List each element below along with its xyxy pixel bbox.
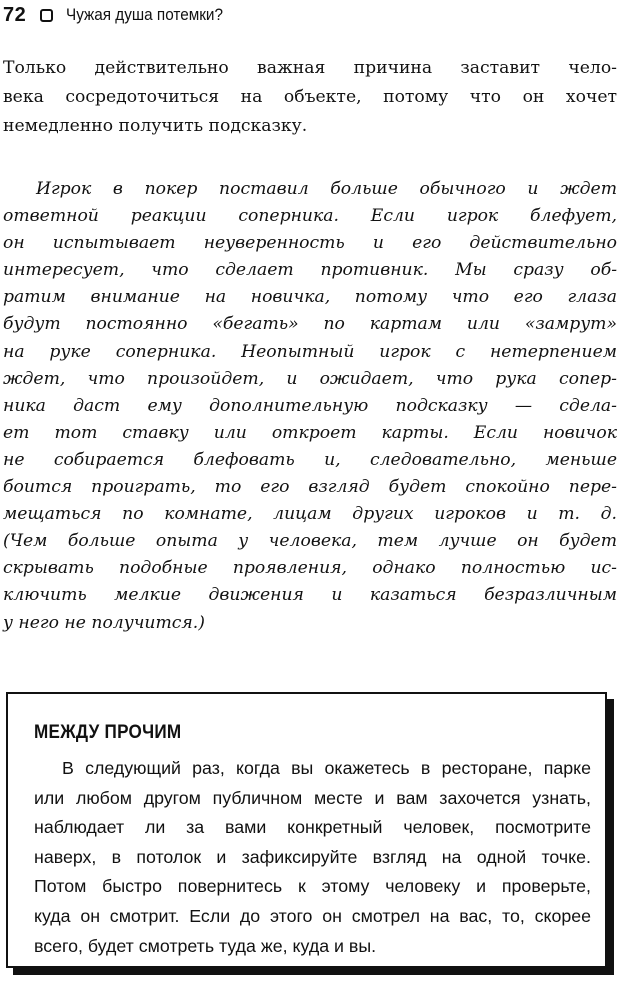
- text-line: будут постоянно «бегать» по картам или «замрут»: [3, 314, 617, 335]
- text-line: (Чем больше опыта у человека, тем лучше он будет: [3, 531, 617, 552]
- text-line: века сосредоточиться на объекте, потому что он хочет: [3, 87, 617, 107]
- text-line: на руке соперника. Неопытный игрок с нетерпением: [3, 341, 617, 362]
- text-line: немедленно получить подсказку.: [3, 116, 308, 136]
- text-line: боится проиграть, то его взгляд будет спокойно пере-: [3, 477, 617, 498]
- text-line: у него не получится.): [3, 612, 205, 633]
- text-line: Потом быстро повернитесь к этому человеку и проверьте,: [34, 876, 591, 897]
- text-line: он испытывает неуверенность и его действительно: [3, 233, 617, 254]
- text-line: интересует, что сделает противник. Мы сразу об-: [3, 260, 617, 281]
- text-line: или любом другом публичном месте и вам захочется узнать,: [34, 787, 591, 808]
- text-line: В следующий раз, когда вы окажетесь в ресторане, парке: [62, 758, 591, 778]
- intro-paragraph: [3, 54, 617, 141]
- text-line: ратим внимание на новичка, потому что его глаза: [3, 287, 617, 308]
- example-paragraph: [3, 176, 617, 637]
- text-line: ет тот ставку или откроет карты. Если новичок: [3, 422, 617, 443]
- aside-body: [34, 754, 591, 961]
- running-title: Чужая душа потемки?: [66, 5, 224, 24]
- page-header: [3, 3, 241, 27]
- text-line: Игрок в покер поставил больше обычного и ждет: [36, 179, 617, 199]
- text-line: ответной реакции соперника. Если игрок блефует,: [3, 206, 617, 227]
- text-line: мещаться по комнате, лицам других игроков и т. д.: [3, 504, 617, 525]
- text-line: куда он смотрит. Если до этого он смотрел на вас, то, скорее: [34, 905, 591, 926]
- page-number: 72: [3, 3, 27, 26]
- text-line: Только действительно важная причина заставит чело-: [3, 58, 617, 78]
- aside-title: МЕЖДУ ПРОЧИМ: [34, 722, 182, 743]
- text-line: ключить мелкие движения и казаться безразличным: [3, 585, 617, 606]
- text-line: всего, будет смотреть туда же, куда и вы.: [34, 935, 377, 956]
- aside-box: [6, 692, 607, 968]
- checkbox-square-icon: [40, 9, 53, 22]
- text-line: ника даст ему дополнительную подсказку — сдела-: [3, 395, 617, 416]
- text-line: наблюдает ли за вами конкретный человек, посмотрите: [34, 817, 591, 838]
- text-line: наверх, в потолок и зафиксируйте взгляд на одной точке.: [34, 846, 591, 867]
- text-line: скрывать подобные проявления, однако полностью ис-: [3, 558, 617, 579]
- text-line: не собирается блефовать и, следовательно, меньше: [3, 449, 617, 470]
- text-line: ждет, что произойдет, и ожидает, что рука сопер-: [3, 368, 617, 389]
